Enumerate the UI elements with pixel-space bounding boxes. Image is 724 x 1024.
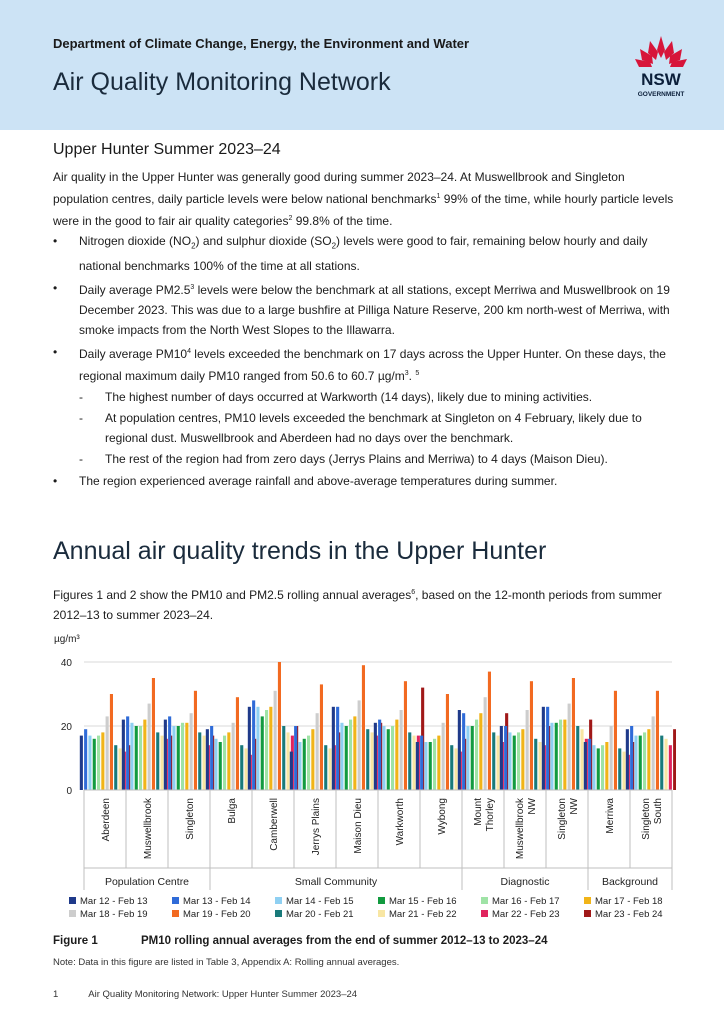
bar	[303, 739, 306, 790]
bar	[458, 710, 461, 790]
bar	[563, 720, 566, 790]
bar	[420, 736, 423, 790]
bar	[298, 742, 301, 790]
bar	[307, 736, 310, 790]
bar	[340, 723, 343, 790]
bar	[466, 726, 469, 790]
bar	[433, 739, 436, 790]
bar	[252, 700, 255, 790]
bar	[219, 742, 222, 790]
bar	[484, 697, 487, 790]
bar	[500, 726, 503, 790]
bar	[282, 726, 285, 790]
bar	[517, 732, 520, 790]
bar	[521, 729, 524, 790]
category-label: Singleton	[641, 798, 652, 840]
category-label: Singleton	[557, 798, 568, 840]
bar	[261, 716, 264, 790]
bar	[161, 736, 164, 790]
bar	[143, 720, 146, 790]
summary-paragraph: Air quality in the Upper Hunter was generally good during summer 2023–24. At Muswellbrook and Singleton population centres, daily particle levels were below national benchmarks$^1$ 99% of the time, while hourly particle levels were in the good to fair air quality categories$^2$ 99.8% of the time.	[53, 170, 674, 228]
bar	[391, 726, 394, 790]
bar	[168, 716, 171, 790]
group-label: Population Centre	[104, 876, 190, 888]
bar	[190, 713, 193, 790]
footer-text: Air Quality Monitoring Network: Upper Hunter Summer 2023–24	[88, 989, 358, 1000]
bar	[353, 716, 356, 790]
legend-swatch	[172, 897, 179, 904]
bullet-no2-so2: • Nitrogen dioxide $(NO_2)$ and sulphur dioxide $(SO_2)$ levels were good to fair, remaining below hourly and daily national benchmarks 100% of the time at all stations.	[53, 231, 675, 276]
bar	[639, 736, 642, 790]
trends-heading: Annual air quality trends in the Upper Hunter	[53, 537, 547, 565]
legend-swatch	[584, 897, 591, 904]
bar	[101, 732, 104, 790]
bar	[492, 732, 495, 790]
y-tick-label: 20	[60, 722, 72, 733]
category-label: Jerrys Plains	[311, 798, 322, 856]
trends-intro: Figures 1 and 2 show the PM10 and PM2.5 rolling annual averages$^6$, based on the 12-month periods from summer 2012–13 to summer 2023–24.	[53, 588, 662, 622]
bar	[172, 726, 175, 790]
bar	[152, 678, 155, 790]
legend-label: Mar 15 - Feb 16	[389, 896, 457, 907]
category-label: Aberdeen	[101, 798, 112, 842]
category-label: Merriwa	[605, 798, 616, 834]
bar	[148, 704, 151, 790]
bar	[320, 684, 323, 790]
summary-heading: Upper Hunter Summer 2023–24	[53, 141, 281, 158]
group-label: Diagnostic	[500, 876, 550, 888]
bar	[185, 723, 188, 790]
legend-swatch	[69, 910, 76, 917]
sub-bullet-population-centres: - At population centres, PM10 levels exceeded the benchmark at Singleton on 4 February, likely due to regional dust. Muswellbrook and Aberdeen had no days over the benchmark.	[79, 408, 675, 448]
bar	[513, 736, 516, 790]
bar	[413, 736, 416, 790]
bar	[665, 739, 668, 790]
bar	[572, 678, 575, 790]
bar	[576, 726, 579, 790]
bar	[329, 748, 332, 790]
legend-swatch	[275, 897, 282, 904]
category-label: Warkworth	[395, 798, 406, 846]
legend-label: Mar 14 - Feb 15	[286, 896, 354, 907]
bar	[584, 742, 587, 790]
y-axis-unit-label: µg/m³	[54, 634, 80, 645]
bar	[568, 704, 571, 790]
bar	[450, 745, 453, 790]
bar	[80, 736, 83, 790]
bar	[88, 736, 91, 790]
bar	[647, 729, 650, 790]
bar	[429, 742, 432, 790]
category-label: Wybong	[437, 798, 448, 835]
bar	[488, 672, 491, 790]
bar	[214, 739, 217, 790]
bar	[623, 752, 626, 790]
sub-bullet-rest-of-region: - The rest of the region had from zero days (Jerrys Plains and Merriwa) to 4 days (Maison Dieu).	[79, 449, 675, 469]
department-name: Department of Climate Change, Energy, the Environment and Water	[53, 36, 470, 51]
y-tick-label: 0	[66, 786, 72, 797]
bar	[581, 729, 584, 790]
bar	[656, 691, 659, 790]
legend-label: Mar 20 - Feb 21	[286, 909, 354, 920]
bar	[660, 736, 663, 790]
legend-swatch	[584, 910, 591, 917]
bar	[559, 720, 562, 790]
category-label: Singleton	[185, 798, 196, 840]
bar	[404, 681, 407, 790]
bar	[605, 742, 608, 790]
bar	[371, 732, 374, 790]
bar	[198, 732, 201, 790]
legend-label: Mar 22 - Feb 23	[492, 909, 560, 920]
bar	[455, 748, 458, 790]
bar	[240, 745, 243, 790]
category-label: Muswellbrook	[515, 798, 526, 860]
bar	[194, 691, 197, 790]
bar	[534, 739, 537, 790]
category-label: NW	[527, 798, 538, 815]
bar	[130, 723, 133, 790]
bar	[462, 713, 465, 790]
bar	[530, 681, 533, 790]
bar	[227, 732, 230, 790]
figure-caption-text: PM10 rolling annual averages from the end of summer 2012–13 to 2023–24	[141, 935, 548, 947]
bar	[177, 726, 180, 790]
legend-swatch	[378, 897, 385, 904]
bar	[592, 745, 595, 790]
bar	[614, 691, 617, 790]
pm10-bar-chart	[52, 632, 676, 928]
y-tick-label: 40	[60, 658, 72, 669]
bar	[504, 726, 507, 790]
bar	[424, 742, 427, 790]
bar	[382, 726, 385, 790]
bar	[446, 694, 449, 790]
bar	[508, 732, 511, 790]
legend-swatch	[172, 910, 179, 917]
logo-subtext: GOVERNMENT	[637, 91, 685, 98]
nsw-government-logo	[630, 34, 692, 104]
bar	[84, 729, 87, 790]
bar	[588, 739, 591, 790]
bar	[110, 694, 113, 790]
bar	[416, 742, 419, 790]
bullet-rainfall: • The region experienced average rainfall and above-average temperatures during summer.	[53, 471, 675, 491]
bar	[287, 732, 290, 790]
legend-swatch	[69, 897, 76, 904]
bar	[119, 748, 122, 790]
bar	[345, 726, 348, 790]
logo-wordmark: NSW	[641, 70, 681, 89]
bar	[442, 723, 445, 790]
bar	[618, 748, 621, 790]
bar	[97, 736, 100, 790]
bar	[311, 729, 314, 790]
bar	[265, 710, 268, 790]
bar	[278, 662, 281, 790]
bar	[349, 720, 352, 790]
page-number: 1	[53, 989, 59, 1000]
category-label: Thorley	[485, 798, 496, 832]
bar	[539, 742, 542, 790]
pm10-sub-list	[79, 387, 675, 469]
bar	[400, 710, 403, 790]
bar	[248, 707, 251, 790]
summary-bullet-list	[53, 231, 675, 493]
bar	[643, 732, 646, 790]
category-label: Bulga	[227, 798, 238, 824]
bar	[374, 723, 377, 790]
page-footer	[53, 989, 357, 1000]
bar	[437, 736, 440, 790]
bullet-pm25: • Daily average $PM2.5^3$ levels were below the benchmark at all stations, except Merriwa and Muswellbrook on 19 December 2023. This was due to a large bushfire at Pilliga Nature Reserve, 200 km north-west of Merriwa, with smoke impacts from the North West Slopes to the Illawarra.	[53, 278, 675, 340]
bar	[471, 726, 474, 790]
bar	[673, 729, 676, 790]
bar	[126, 716, 129, 790]
figure-label: Figure 1	[53, 935, 98, 947]
bar	[139, 726, 142, 790]
legend-label: Mar 23 - Feb 24	[595, 909, 663, 920]
group-label: Background	[601, 876, 659, 888]
legend-label: Mar 21 - Feb 22	[389, 909, 457, 920]
bar	[497, 736, 500, 790]
category-label: Muswellbrook	[143, 798, 154, 860]
legend-swatch	[481, 910, 488, 917]
legend-label: Mar 13 - Feb 14	[183, 896, 251, 907]
category-label: Camberwell	[269, 798, 280, 851]
bar	[387, 729, 390, 790]
bar	[526, 710, 529, 790]
category-label: NW	[569, 798, 580, 815]
bar	[203, 736, 206, 790]
bar	[479, 713, 482, 790]
bar	[245, 748, 248, 790]
sub-bullet-warkworth: - The highest number of days occurred at Warkworth (14 days), likely due to mining activities.	[79, 387, 675, 407]
legend-label: Mar 16 - Feb 17	[492, 896, 560, 907]
page-title: Air Quality Monitoring Network	[53, 68, 391, 96]
legend-label: Mar 12 - Feb 13	[80, 896, 148, 907]
bar	[164, 720, 167, 790]
bar	[122, 720, 125, 790]
figure-note: Note: Data in this figure are listed in Table 3, Appendix A: Rolling annual averages.	[53, 957, 400, 968]
bar	[669, 745, 672, 790]
bar	[362, 665, 365, 790]
legend-swatch	[378, 910, 385, 917]
bar	[408, 732, 411, 790]
bar	[601, 745, 604, 790]
bar	[274, 691, 277, 790]
bar	[236, 697, 239, 790]
legend-label: Mar 19 - Feb 20	[183, 909, 251, 920]
bar	[597, 748, 600, 790]
bar	[316, 713, 319, 790]
bar	[223, 736, 226, 790]
bar	[269, 707, 272, 790]
bar	[395, 720, 398, 790]
bar	[546, 707, 549, 790]
bar	[156, 732, 159, 790]
bullet-pm10: • Daily average $PM10^4$ levels exceeded the benchmark on 17 days across the Upper Hunter. On these days, the regional maximum daily PM10 ranged from 50.6 to 60.7 $\mu g/m^3$. $^5$ - The highest number of days occurred at Warkworth (14 days), likely due to mining activities. - At population centres, PM10 levels exceeded the benchmark at Singleton on 4 February, likely due to regional dust. Muswellbrook and Aberdeen had no days over the benchmark. - The rest of the region had from zero days (Jerrys Plains and Merriwa) to 4 days (Maison Dieu).	[53, 342, 675, 469]
bar	[114, 745, 117, 790]
category-label: Mount	[473, 798, 484, 826]
bar	[555, 723, 558, 790]
bar	[475, 720, 478, 790]
bar	[550, 723, 553, 790]
category-label: Maison Dieu	[353, 798, 364, 854]
bar	[106, 716, 109, 790]
bar	[324, 745, 327, 790]
legend-label: Mar 17 - Feb 18	[595, 896, 663, 907]
bar	[332, 707, 335, 790]
bar	[232, 723, 235, 790]
bar	[210, 726, 213, 790]
bar	[181, 723, 184, 790]
bar	[652, 716, 655, 790]
bar	[256, 707, 259, 790]
legend-swatch	[275, 910, 282, 917]
bar	[206, 729, 209, 790]
bar	[358, 700, 361, 790]
bar	[626, 729, 629, 790]
figure-caption	[53, 935, 548, 947]
bar	[610, 726, 613, 790]
group-label: Small Community	[294, 876, 378, 888]
bar	[294, 726, 297, 790]
bar	[290, 752, 293, 790]
page-header	[0, 0, 724, 130]
legend-label: Mar 18 - Feb 19	[80, 909, 148, 920]
category-label: South	[653, 798, 664, 825]
bar	[630, 726, 633, 790]
bar	[366, 729, 369, 790]
bar	[135, 726, 138, 790]
bar	[542, 707, 545, 790]
legend-swatch	[481, 897, 488, 904]
bar	[634, 736, 637, 790]
bar	[378, 720, 381, 790]
bar	[336, 707, 339, 790]
bar	[93, 739, 96, 790]
